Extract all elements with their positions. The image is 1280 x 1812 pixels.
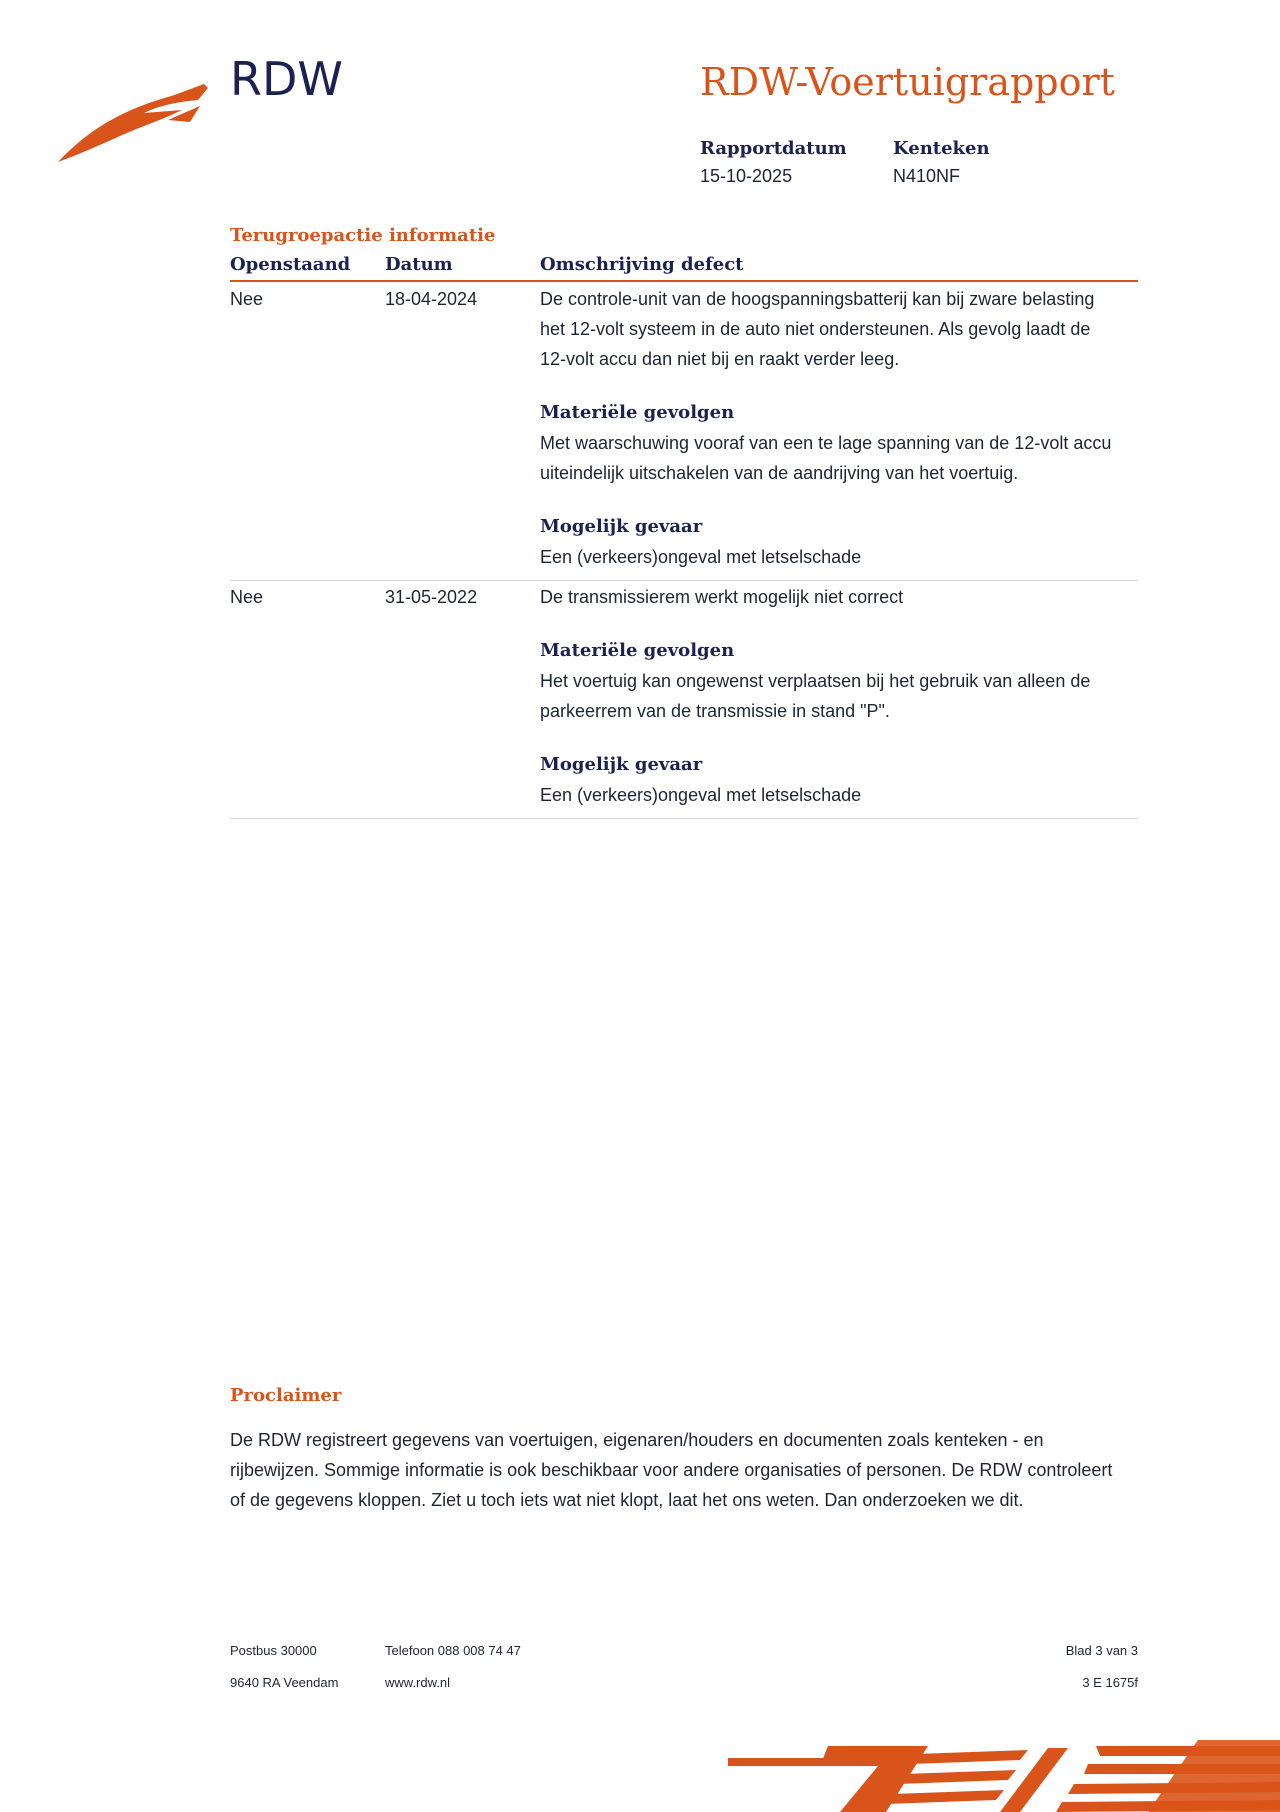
row-divider [230,818,1138,819]
column-header-open: Openstaand [230,254,351,275]
footer-website[interactable]: www.rdw.nl [385,1675,451,1690]
row-1-description-block [540,284,1120,572]
row-1-description: De controle-unit van de hoogspanningsbatterij kan bij zware belasting het 12-volt systeem in de auto niet ondersteunen. Als gevolg laadt de 12-volt accu dan niet bij en raakt verder leeg. [540,289,1095,369]
column-header-date: Datum [385,254,453,275]
row-2-open: Nee [230,587,264,607]
rdw-logo-icon [58,80,208,162]
footer-address-line2: 9640 RA Veendam [230,1675,339,1690]
row-2-material: Het voertuig kan ongewenst verplaatsen bij het gebruik van alleen de parkeerrem van de transmissie in stand "P". [540,671,1091,721]
row-2-date: 31-05-2022 [385,587,478,607]
row-1-open: Nee [230,289,264,309]
row-2-danger: Een (verkeers)ongeval met letselschade [540,785,862,805]
section-title: Terugroepactie informatie [230,225,496,246]
row-1-date: 18-04-2024 [385,289,478,309]
row-2-description: De transmissierem werkt mogelijk niet correct [540,587,904,607]
report-title: RDW-Voertuigrapport [700,60,1115,104]
footer-phone: Telefoon 088 008 74 47 [385,1643,521,1658]
row-1-material-label: Materiële gevolgen [540,402,735,423]
row-2-danger-label: Mogelijk gevaar [540,754,703,775]
row-divider [230,580,1138,581]
footer-page-number: Blad 3 van 3 [1065,1643,1138,1658]
report-date-label: Rapportdatum [700,138,847,159]
proclaimer-title: Proclaimer [230,1385,342,1406]
footer-address-line1: Postbus 30000 [230,1643,317,1658]
row-2-material-label: Materiële gevolgen [540,640,735,661]
plate-label: Kenteken [893,138,990,159]
row-1-material: Met waarschuwing vooraf van een te lage spanning van de 12-volt accu uiteindelijk uitschakelen van de aandrijving van het voertuig. [540,433,1112,483]
header-divider [230,280,1138,282]
column-header-description: Omschrijving defect [540,254,744,275]
plate-value: N410NF [893,166,961,186]
logo-text: RDW [230,52,343,106]
proclaimer-body: De RDW registreert gegevens van voertuigen, eigenaren/houders en documenten zoals kenteken - en rijbewijzen. Sommige informatie is ook beschikbaar voor andere organisaties of personen. De RDW controleert of de gegevens kloppen. Ziet u toch iets wat niet klopt, laat het ons weten. Dan onderzoeken we dit. [230,1430,1113,1510]
report-date-value: 15-10-2025 [700,166,793,186]
row-1-danger: Een (verkeers)ongeval met letselschade [540,547,862,567]
row-2-description-block [540,582,1120,810]
footer-document-code: 3 E 1675f [1082,1675,1138,1690]
footer-decoration-icon [728,1740,1280,1812]
row-1-danger-label: Mogelijk gevaar [540,516,703,537]
